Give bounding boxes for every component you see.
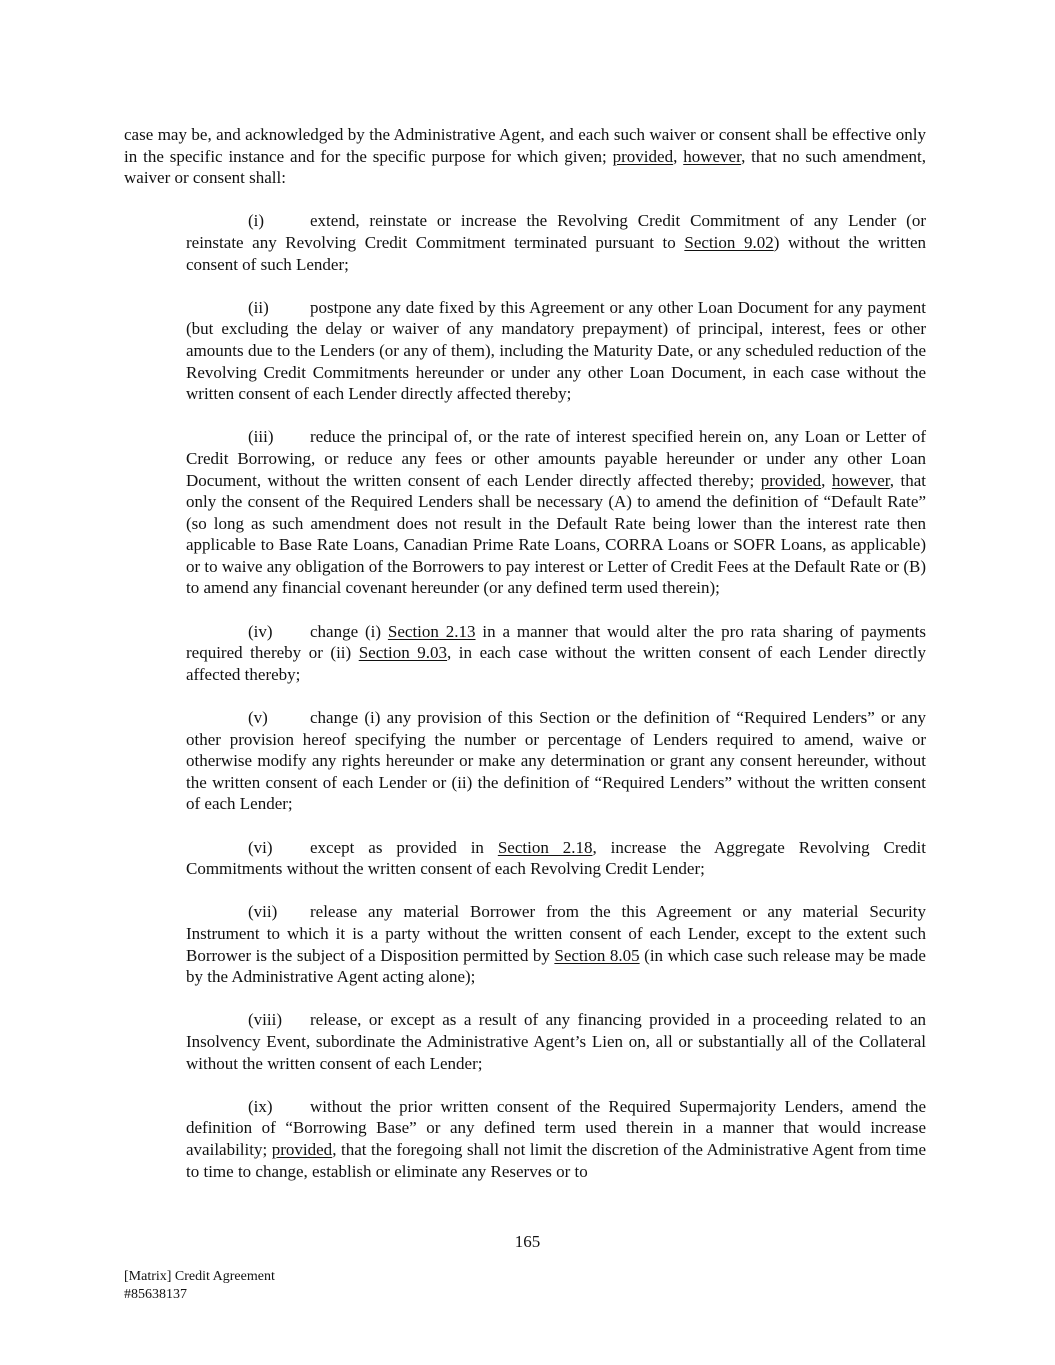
provided-term: provided (271, 1139, 333, 1159)
clause-v: (v) change (i) any provision of this Section or the definition of “Required Lenders” or any other provision hereof specifying the number or percentage of Lenders required to amend, waive or otherwise modify any rights hereunder or make any determination or grant any consent hereunder, without the written consent of each Lender or (ii) the definition of “Required Lenders” without the written consent of each Lender; (186, 708, 926, 814)
clause-number: (ii) (248, 297, 269, 317)
intro-paragraph: case may be, and acknowledged by the Administrative Agent, and each such waiver or consent shall be effective only in the specific instance and for the specific purpose for which given; provided, however, that no such amendment, waiver or consent shall: (124, 125, 926, 188)
however-term: however (683, 146, 742, 166)
footer-document-id: #85638137 (124, 1287, 187, 1302)
clause-number: (vi) (248, 837, 273, 857)
page-number: 165 (514, 1232, 541, 1251)
section-reference: Section 8.05 (554, 945, 640, 965)
clause-number: (vii) (248, 902, 278, 922)
clause-iv: (iv) change (i) Section 2.13 in a manner that would alter the pro rata sharing of payments required thereby or (ii) Section 9.03, in each case without the written consent of each Lender directly affected thereby; (186, 621, 927, 684)
provided-term: provided (612, 146, 674, 166)
clause-i: (i) extend, reinstate or increase the Revolving Credit Commitment of any Lender (or reinstate any Revolving Credit Commitment terminated pursuant to Section 9.02) without the written consent of such Lender; (186, 211, 927, 274)
clause-number: (ix) (248, 1096, 273, 1116)
footer-title: [Matrix] Credit Agreement (124, 1269, 275, 1284)
provided-term: provided (760, 470, 822, 490)
section-reference: Section 9.03 (358, 643, 448, 663)
document-footer (124, 1268, 275, 1304)
clause-ix: (ix) without the prior written consent of the Required Supermajority Lenders, amend the definition of “Borrowing Base” or any defined term used therein in a manner that would increase availability; provided, that the foregoing shall not limit the discretion of the Administrative Agent from time to time to change, establish or eliminate any Reserves or to (186, 1096, 926, 1181)
clause-viii: (viii) release, or except as a result of any financing provided in a proceeding related to an Insolvency Event, subordinate the Administrative Agent’s Lien on, all or substantially all of the Collateral without the written consent of each Lender; (186, 1010, 926, 1073)
clause-vii: (vii) release any material Borrower from the this Agreement or any material Security Instrument to which it is a party without the written consent of each Lender, except to the extent such Borrower is the subject of a Disposition permitted by Section 8.05 (in which case such release may be made by the Administrative Agent acting alone); (186, 902, 926, 987)
section-reference: Section 2.13 (387, 621, 476, 641)
clause-iii: (iii) reduce the principal of, or the rate of interest specified herein on, any Loan or Letter of Credit Borrowing, or reduce any fees or other amounts payable hereunder or under any other Loan Document, without the written consent of each Lender directly affected thereby; provided, however, that only the consent of the Required Lenders shall be necessary (A) to amend the definition of “Default Rate” (so long as such amendment does not result in the Default Rate being lower than the interest rate then applicable to Base Rate Loans, Canadian Prime Rate Loans, CORRA Loans or SOFR Loans, as applicable) or to waive any obligation of the Borrowers to pay interest or Letter of Credit Fees at the Default Rate or (B) to amend any financial covenant hereunder (or any defined term used therein); (186, 427, 926, 598)
clause-number: (iv) (248, 621, 273, 641)
document-body (124, 124, 926, 1204)
clause-number: (iii) (248, 427, 274, 447)
clause-vi: (vi) except as provided in Section 2.18, increase the Aggregate Revolving Credit Commitments without the written consent of each Revolving Credit Lender; (186, 837, 926, 879)
clause-number: (v) (248, 708, 268, 728)
section-reference: Section 9.02 (684, 232, 774, 252)
clause-number: (viii) (248, 1010, 282, 1030)
clause-ii: (ii) postpone any date fixed by this Agreement or any other Loan Document for any payment (but excluding the delay or waiver of any mandatory prepayment) of principal, interest, fees or other amounts due to the Lenders (or any of them), including the Maturity Date, or any scheduled reduction of the Revolving Credit Commitments hereunder or under any other Loan Document, in each case without the written consent of each Lender directly affected thereby; (186, 297, 926, 404)
section-reference: Section 2.18 (497, 837, 593, 857)
clause-number: (i) (248, 211, 265, 231)
however-term: however (831, 470, 890, 490)
